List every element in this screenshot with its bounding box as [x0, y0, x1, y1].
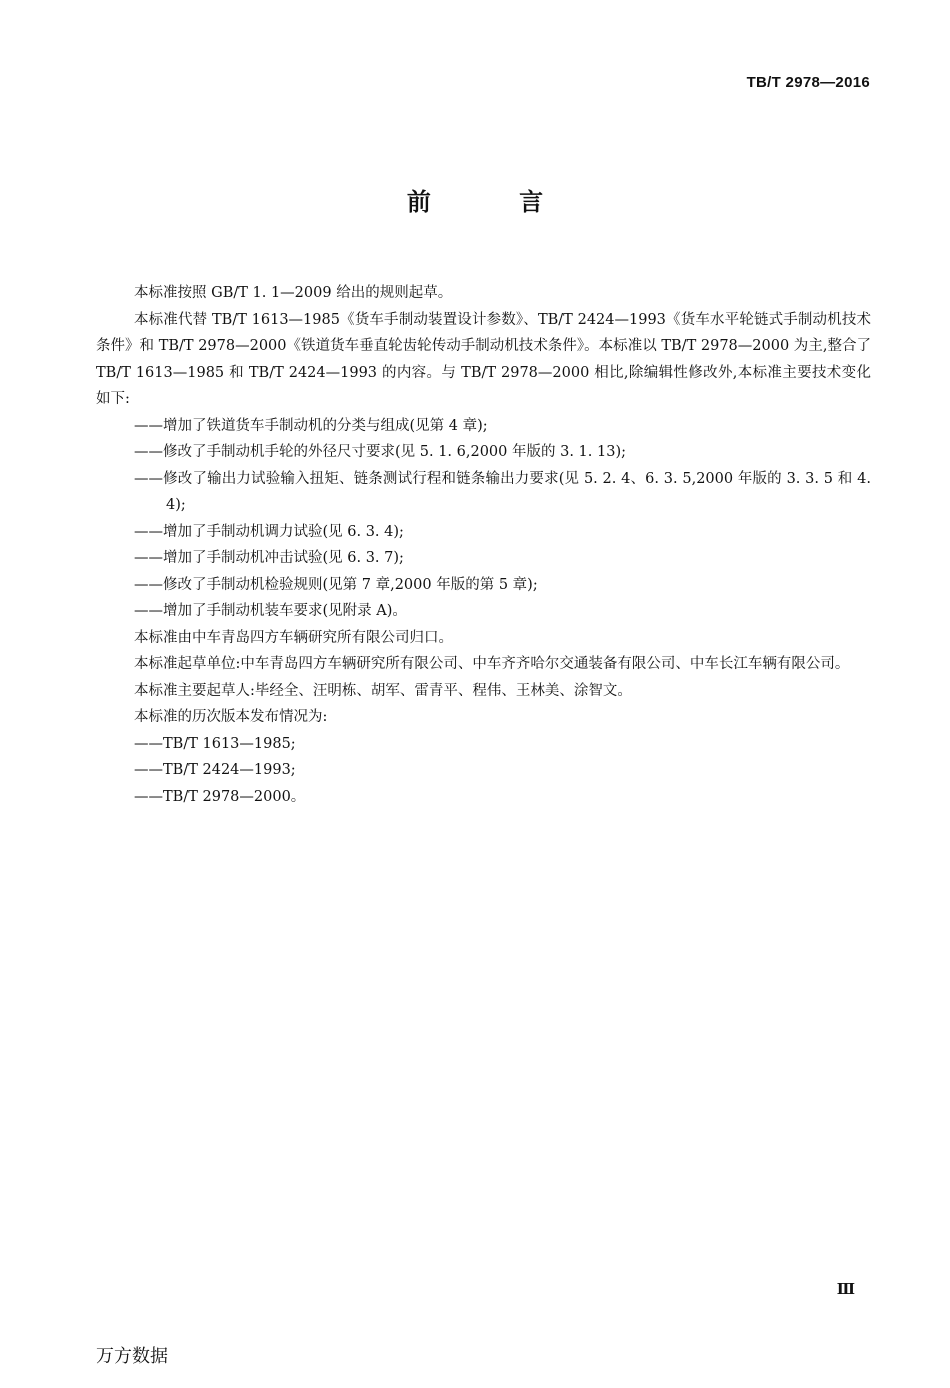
- change-item: ——修改了手制动机检验规则(见第 7 章,2000 年版的第 5 章);: [134, 576, 538, 593]
- change-item: ——修改了输出力试验输入扭矩、链条测试行程和链条输出力要求(见 5. 2. 4、6. 3. 5,2000 年版的 3. 3. 5 和 4. 4);: [134, 470, 871, 513]
- page-title: 前 言: [406, 188, 584, 216]
- paragraph-replacement: 本标准代替 TB/T 1613—1985《货车手制动装置设计参数》、TB/T 2424—1993《货车水平轮链式手制动机技术条件》和 TB/T 2978—2000《铁道货车垂直轮齿轮传动手制动机技术条件》。本标准以 TB/T 2978—2000 为主,整合了 TB/T 1613—1985 和 TB/T 2424—1993 的内容。与 TB/T 2978—2000 相比,除编辑性修改外,本标准主要技术变化如下:: [96, 311, 876, 407]
- paragraph-drafting-units: 本标准起草单位:中车青岛四方车辆研究所有限公司、中车齐齐哈尔交通装备有限公司、中车长江车辆有限公司。: [134, 656, 850, 672]
- paragraph-drafters: 本标准主要起草人:毕经全、汪明栋、胡军、雷青平、程伟、王林美、涂智文。: [134, 682, 632, 699]
- foreword-body: [96, 280, 876, 810]
- change-item: ——增加了手制动机调力试验(见 6. 3. 4);: [134, 523, 404, 540]
- paragraph-history-intro: 本标准的历次版本发布情况为:: [134, 709, 328, 725]
- change-item: ——修改了手制动机手轮的外径尺寸要求(见 5. 1. 6,2000 年版的 3. 1. 13);: [134, 444, 626, 460]
- history-item: ——TB/T 2424—1993;: [134, 762, 296, 778]
- standard-code: TB/T 2978—2016: [746, 74, 870, 91]
- history-item: ——TB/T 2978—2000。: [134, 788, 306, 805]
- change-item: ——增加了铁道货车手制动机的分类与组成(见第 4 章);: [134, 417, 488, 434]
- watermark-text: 万方数据: [96, 1346, 168, 1367]
- change-item: ——增加了手制动机装车要求(见附录 A)。: [134, 603, 407, 619]
- paragraph-drafting-rules: 本标准按照 GB/T 1. 1—2009 给出的规则起草。: [134, 285, 453, 301]
- page-number: Ⅲ: [836, 1280, 855, 1298]
- history-item: ——TB/T 1613—1985;: [134, 735, 296, 752]
- change-item: ——增加了手制动机冲击试验(见 6. 3. 7);: [134, 550, 404, 566]
- paragraph-responsible-org: 本标准由中车青岛四方车辆研究所有限公司归口。: [134, 629, 453, 646]
